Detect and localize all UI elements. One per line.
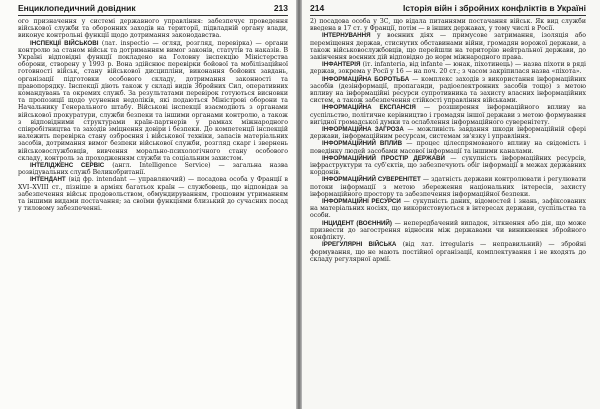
- right-header-title: Історія війн і збройних конфліктів в Україні: [403, 3, 586, 13]
- entry-text: — непередбачений випадок, зіткнення або дія, що може призвести до загострення відносин між державами чи виникнення збройного конфлікту.: [310, 219, 586, 242]
- entry-paragraph: [18, 162, 288, 176]
- entry-text: — процес цілеспрямованого впливу на свідомість і поведінку людей засобами масової інформації та іншими каналами.: [310, 140, 586, 155]
- entry-paragraph: [310, 61, 586, 75]
- entry-text: — сукупність даних, відомостей і знань, зафіксованих на матеріальних носіях, що використовуються в інтересах держави, суспільства та особи.: [310, 198, 586, 220]
- entry-paragraph: [310, 18, 586, 32]
- entry-term: ІНЦИДЕНТ (ВОЄННИЙ): [322, 219, 392, 227]
- left-page-header: [18, 3, 288, 16]
- entry-paragraph: [310, 140, 586, 154]
- entry-paragraph: [18, 18, 288, 40]
- entry-term: ІНФАНТЕРІЯ: [322, 61, 361, 69]
- entry-paragraph: [310, 155, 586, 177]
- entry-term: ІНФОРМАЦІЙНІ РЕСУРСИ: [322, 198, 401, 206]
- entry-term: ІНСПЕКЦІЇ ВІЙСЬКОВІ: [30, 39, 99, 47]
- entry-term: ІНФОРМАЦІЙНА БОРОТЬБА: [322, 75, 410, 83]
- entry-term: ІНФОРМАЦІЙНИЙ ПРОСТІР ДЕРЖАВИ: [322, 154, 445, 162]
- entry-term: ІНТЕЛІДЖЕНС СЕРВІС: [30, 162, 105, 170]
- right-page-header: [310, 3, 586, 16]
- entry-term: ІНФОРМАЦІЙНИЙ СУВЕРЕНІТЕТ: [322, 176, 421, 184]
- left-page-number: 213: [273, 3, 288, 13]
- entry-text: (англ. Intelligence Service) — загальна назва розвідувальних служб Великобританії.: [18, 162, 288, 177]
- entry-paragraph: [18, 176, 288, 212]
- entry-term: ІНФОРМАЦІЙНИЙ ВПЛИВ: [322, 140, 403, 148]
- entry-text: — можливість завдання шкоди інформаційній сфері держави, інформаційним ресурсам, системам зв'язку і управління.: [310, 126, 586, 141]
- entry-term: ІНФОРМАЦІЙНА ЗАГРОЗА: [322, 126, 404, 134]
- entry-text: — розширення інформаційного впливу на суспільство, політичне керівництво і громадян іншої держави з метою формування вигідної громадської думки та ослаблення інформаційного суверенітету.: [310, 104, 586, 126]
- entry-text: ого призначення у системі державного управління: забезпечує проведення військової служби та оборонних заходів на території, підвладній органу влади, виконує контрольні функції щодо дотримання законодавства.: [18, 18, 288, 40]
- entry-term: ІРРЕГУЛЯРНІ ВІЙСЬКА: [322, 241, 397, 249]
- entry-paragraph: [310, 176, 586, 198]
- entry-paragraph: [310, 104, 586, 126]
- entry-text: — сукупність інформаційних ресурсів, інфраструктури та суб'єктів, що забезпечують обіг інформації в межах державних кордонів.: [310, 154, 586, 177]
- left-header-title: Енциклопедичний довідник: [18, 3, 136, 13]
- entry-term: ІНТЕНДАНТ: [30, 176, 66, 184]
- right-page: [302, 0, 600, 409]
- entry-text: у воєнних діях — примусове затримання, ізоляція або переміщення держав, стиснутих обставинами війни, громадян ворожої держави, а також військовослужбовців, що перейшли на територію нейтральної держави, до закінчення воєнних дій відповідно до норм міжнародного права.: [310, 32, 587, 62]
- entry-text: (від лат. irregularis — неправильний) — збройні формування, що не мають постійної організації, комплектування і не входять до складу регулярної армії.: [310, 241, 587, 263]
- entry-term: ІНТЕРНУВАННЯ: [322, 32, 371, 40]
- entry-text: (іт. infanteria, від infante — юнак, піхотинець) — назва піхоти в ряді держав, зокрема у Росії у 16 — на поч. 20 ст.; з часом закріпилася назва «піхота».: [310, 61, 587, 76]
- entry-term: ІНФОРМАЦІЙНА ЕКСПАНСІЯ: [322, 104, 416, 112]
- entry-paragraph: [310, 76, 586, 105]
- entry-paragraph: [310, 32, 586, 61]
- entry-paragraph: [18, 40, 288, 162]
- left-page: [0, 0, 296, 409]
- entry-text: (від фр. intendant — управляючий) — посадова особа у Франції в XVI–XVIII ст., пізніше в арміях багатьох країн — службовець, що відповідав за забезпечення військ продовольством, обмундируванням, грошовим утриманням та іншими видами постачання; за своїми функціями близький до сучасних посад у тиловому забезпеченні.: [18, 176, 288, 213]
- right-page-number: 214: [310, 3, 325, 13]
- entry-paragraph: [310, 241, 586, 263]
- entry-text: (лат. inspectio — огляд, розгляд, перевірка) — органи контролю за станом військ та дотриманням вимог законів, статутів та наказів. В Україні відповідні функції покладено на Головну інспекцію Міністерства оборони, створену у 1993 р. Вона здійснює перевірки бойової та мобілізаційної готовності військ, стану військової дисципліни, виконання бойових завдань, організації підготовки особового складу, дотримання законності та правопорядку. Інспекції діють також у складі видів Збройних Сил, оперативних командувань та окремих служб. За результатами перевірок готуються висновки та пропозиції щодо усунення недоліків, які подаються Міністрові оборони та Начальнику Генерального штабу. Військові інспекції взаємодіють з органами військової прокуратури, служби безпеки та іншими органами контролю, а також з відповідними структурами країн-партнерів у рамках міжнародного співробітництва та заходів зміцнення довіри і безпеки. До компетенції інспекцій належить перевірка стану озброєння і військової техніки, запасів матеріальних засобів, дотримання вимог безпеки військової служби, розгляд скарг і звернень військовослужбовців, вивчення морально-психологічного стану особового складу, контроль за проходженням служби та соціальним захистом.: [18, 39, 288, 162]
- entry-paragraph: [310, 126, 586, 140]
- entry-text: 2) посадова особа у ЗС, що відала питаннями постачання військ. Як вид служби введена в 17 ст. у Франції, потім — в інших державах, у тому числі в Росії.: [310, 18, 586, 33]
- entry-text: — здатність держави контролювати і регулювати потоки інформації з метою збереження національних інтересів, захисту інформаційного простору та забезпечення інформаційної безпеки.: [310, 176, 587, 198]
- entry-text: — комплекс заходів з використання інформаційних засобів (дезінформації, пропаганди, радіоелектронних засобів тощо) з метою впливу на інформаційні ресурси супротивника та захисту власних інформаційних систем, а також забезпечення стійкості управління військами.: [310, 75, 586, 105]
- entry-paragraph: [310, 220, 586, 242]
- entry-paragraph: [310, 198, 586, 220]
